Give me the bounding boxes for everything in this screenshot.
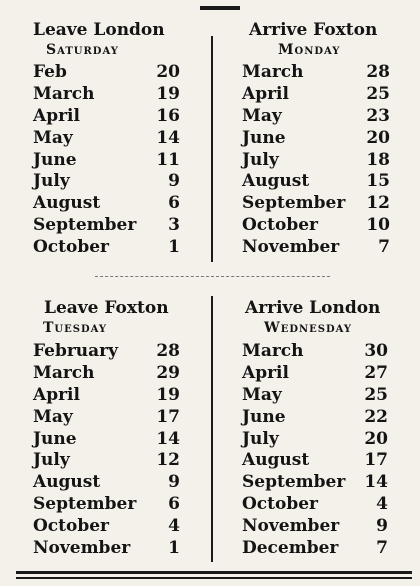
schedule-row	[242, 215, 390, 237]
schedule-row	[33, 128, 180, 150]
section-title: Arrive London	[245, 298, 381, 318]
row-month: October	[33, 516, 110, 537]
schedule-row	[33, 385, 180, 407]
schedule-row	[33, 106, 180, 128]
row-month: Feb	[33, 62, 67, 82]
row-month: August	[242, 450, 310, 471]
schedule-row	[242, 407, 388, 429]
section-leave-london	[0, 0, 210, 270]
section-rows	[33, 62, 180, 259]
row-month: July	[242, 149, 279, 170]
row-day: 14	[156, 428, 180, 449]
row-day: 25	[366, 83, 390, 104]
section-title: Leave Foxton	[44, 298, 169, 318]
schedule-row	[33, 150, 180, 172]
row-month: September	[33, 215, 137, 236]
schedule-row	[33, 215, 180, 237]
schedule-row	[33, 450, 180, 472]
row-day: 22	[364, 406, 388, 427]
row-month: April	[33, 105, 80, 126]
row-day: 23	[366, 105, 390, 126]
schedule-row	[33, 516, 180, 538]
row-day: 9	[376, 516, 388, 537]
row-day: 17	[364, 450, 388, 471]
row-day: 3	[168, 215, 180, 236]
row-month: November	[33, 538, 131, 559]
section-day: Tuesday	[43, 320, 108, 336]
row-month: March	[33, 83, 95, 104]
row-day: 28	[366, 62, 390, 82]
schedule-row	[242, 193, 390, 215]
row-day: 6	[168, 494, 180, 515]
row-month: October	[33, 237, 110, 258]
schedule-row	[33, 62, 180, 84]
schedule-row	[242, 341, 388, 363]
section-title: Leave London	[33, 20, 165, 40]
schedule-row	[242, 472, 388, 494]
row-month: April	[242, 83, 289, 104]
schedule-row	[242, 84, 390, 106]
schedule-row	[33, 193, 180, 215]
section-arrive-foxton	[212, 0, 420, 270]
section-rows	[242, 341, 388, 560]
section-separator	[95, 276, 330, 277]
row-day: 17	[156, 406, 180, 427]
row-day: 1	[168, 538, 180, 559]
section-arrive-london	[212, 290, 420, 570]
row-day: 20	[364, 428, 388, 449]
section-leave-foxton	[0, 290, 210, 570]
row-day: 30	[364, 341, 388, 361]
row-day: 6	[168, 193, 180, 214]
row-day: 28	[156, 341, 180, 361]
section-day: Wednesday	[264, 320, 353, 336]
schedule-row	[242, 516, 388, 538]
schedule-row	[242, 106, 390, 128]
row-month: October	[242, 494, 319, 515]
row-day: 7	[378, 237, 390, 258]
row-month: August	[33, 472, 101, 493]
row-month: July	[33, 450, 70, 471]
row-month: September	[242, 193, 346, 214]
row-month: April	[242, 362, 289, 383]
row-day: 10	[366, 215, 390, 236]
schedule-row	[33, 341, 180, 363]
row-month: November	[242, 516, 340, 537]
schedule-row	[242, 429, 388, 451]
row-month: August	[33, 193, 101, 214]
schedule-row	[242, 237, 390, 259]
schedule-row	[33, 84, 180, 106]
row-day: 4	[168, 516, 180, 537]
row-month: June	[242, 127, 286, 148]
row-month: September	[242, 472, 346, 493]
schedule-row	[33, 494, 180, 516]
schedule-row	[242, 385, 388, 407]
row-month: July	[242, 428, 279, 449]
row-day: 27	[364, 362, 388, 383]
schedule-row	[33, 407, 180, 429]
row-day: 12	[156, 450, 180, 471]
schedule-row	[33, 429, 180, 451]
row-day: 14	[156, 127, 180, 148]
section-day: Monday	[278, 42, 341, 58]
row-month: May	[242, 105, 282, 126]
schedule-row	[33, 538, 180, 560]
schedule-row	[242, 363, 388, 385]
row-month: June	[33, 149, 77, 170]
bottom-rule-thick	[16, 571, 412, 574]
row-month: August	[242, 171, 310, 192]
row-day: 19	[156, 83, 180, 104]
schedule-row	[242, 538, 388, 560]
row-month: December	[242, 538, 339, 559]
row-month: September	[33, 494, 137, 515]
section-rows	[242, 62, 390, 259]
schedule-row	[242, 450, 388, 472]
schedule-row	[242, 62, 390, 84]
row-month: October	[242, 215, 319, 236]
row-day: 9	[168, 171, 180, 192]
schedule-row	[33, 171, 180, 193]
schedule-row	[242, 128, 390, 150]
section-title: Arrive Foxton	[249, 20, 378, 40]
row-day: 7	[376, 538, 388, 559]
row-month: May	[33, 406, 73, 427]
row-day: 19	[156, 384, 180, 405]
schedule-row	[242, 171, 390, 193]
section-rows	[33, 341, 180, 560]
row-month: May	[33, 127, 73, 148]
schedule-row	[33, 472, 180, 494]
row-month: March	[242, 341, 304, 361]
row-month: April	[33, 384, 80, 405]
row-day: 12	[366, 193, 390, 214]
row-day: 20	[156, 62, 180, 82]
row-day: 20	[366, 127, 390, 148]
row-day: 1	[168, 237, 180, 258]
row-month: November	[242, 237, 340, 258]
row-day: 9	[168, 472, 180, 493]
bottom-rule-thin	[16, 577, 412, 579]
schedule-row	[242, 150, 390, 172]
row-month: February	[33, 341, 119, 361]
row-day: 14	[364, 472, 388, 493]
row-month: March	[33, 362, 95, 383]
schedule-row	[33, 363, 180, 385]
row-day: 16	[156, 105, 180, 126]
row-month: March	[242, 62, 304, 82]
row-month: June	[33, 428, 77, 449]
row-day: 11	[156, 149, 180, 170]
row-day: 15	[366, 171, 390, 192]
section-day: Saturday	[46, 42, 119, 58]
schedule-row	[242, 494, 388, 516]
row-month: July	[33, 171, 70, 192]
row-month: June	[242, 406, 286, 427]
row-day: 18	[366, 149, 390, 170]
row-day: 4	[376, 494, 388, 515]
schedule-row	[33, 237, 180, 259]
row-month: May	[242, 384, 282, 405]
row-day: 29	[156, 362, 180, 383]
row-day: 25	[364, 384, 388, 405]
